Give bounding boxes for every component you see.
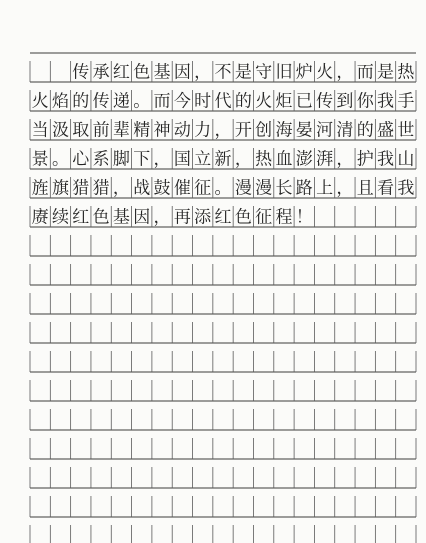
- handwritten-char: 动: [173, 120, 191, 141]
- handwritten-char: 旌: [31, 178, 49, 199]
- handwritten-char: 前: [92, 120, 110, 141]
- handwritten-char: 传: [92, 91, 110, 112]
- handwritten-char: 添: [194, 207, 212, 228]
- handwritten-char: 山: [397, 149, 415, 170]
- handwritten-char: 时: [194, 91, 212, 112]
- handwritten-char: ，: [153, 207, 171, 228]
- handwritten-char: ，: [214, 120, 232, 141]
- handwritten-char: 澎: [295, 149, 313, 170]
- handwritten-char: 热: [397, 62, 415, 83]
- handwritten-char: 世: [397, 120, 415, 141]
- handwritten-char: ，: [112, 178, 130, 199]
- handwritten-char: 催: [173, 178, 191, 199]
- handwritten-char: 上: [316, 178, 334, 199]
- handwritten-char: 精: [133, 120, 151, 141]
- handwritten-char: ，: [234, 149, 252, 170]
- handwritten-char: 。: [133, 91, 151, 112]
- handwritten-char: 湃: [316, 149, 334, 170]
- handwritten-char: 基: [112, 207, 130, 228]
- handwritten-char: 到: [336, 91, 354, 112]
- handwritten-char: ，: [336, 149, 354, 170]
- handwritten-char: 国: [173, 149, 191, 170]
- handwritten-char: 焰: [51, 91, 69, 112]
- handwritten-char: 鼓: [153, 178, 171, 199]
- handwritten-char: 赓: [31, 207, 49, 228]
- handwritten-char: 下: [133, 149, 151, 170]
- handwritten-char: 汲: [51, 120, 69, 141]
- handwritten-char: 长: [275, 178, 293, 199]
- handwritten-char: ，: [194, 62, 212, 83]
- handwritten-char: 续: [51, 207, 69, 228]
- handwritten-char: 取: [72, 120, 90, 141]
- handwritten-char: 。: [214, 178, 232, 199]
- handwritten-char: 基: [153, 62, 171, 83]
- handwritten-char: 漫: [234, 178, 252, 199]
- handwritten-char: 火: [316, 62, 334, 83]
- handwritten-char: 路: [295, 178, 313, 199]
- handwritten-char: 守: [255, 62, 273, 83]
- handwritten-char: 已: [295, 91, 313, 112]
- handwritten-char: 景: [31, 149, 49, 170]
- handwritten-char: 传: [316, 91, 334, 112]
- handwritten-char: 我: [377, 149, 395, 170]
- handwritten-char: 神: [153, 120, 171, 141]
- handwritten-char: 色: [133, 62, 151, 83]
- handwritten-char: 血: [275, 149, 293, 170]
- handwritten-char: 当: [31, 120, 49, 141]
- handwritten-char: 清: [336, 120, 354, 141]
- handwritten-char: 系: [92, 149, 110, 170]
- handwritten-char: 征: [194, 178, 212, 199]
- handwritten-char: ，: [336, 62, 354, 83]
- handwritten-char: 漫: [255, 178, 273, 199]
- handwritten-char: 不: [214, 62, 232, 83]
- handwritten-char: 代: [214, 91, 232, 112]
- handwritten-char: 承: [92, 62, 110, 83]
- handwritten-char: 晏: [295, 120, 313, 141]
- handwritten-char: 辈: [112, 120, 130, 141]
- handwritten-char: 猎: [92, 178, 110, 199]
- handwritten-char: 新: [214, 149, 232, 170]
- handwritten-char: 程: [275, 207, 293, 228]
- handwritten-char: 色: [234, 207, 252, 228]
- handwritten-char: 力: [194, 120, 212, 141]
- handwritten-char: 因: [133, 207, 151, 228]
- handwritten-char: 。: [51, 149, 69, 170]
- handwritten-char: 色: [92, 207, 110, 228]
- handwritten-char: 再: [173, 207, 191, 228]
- handwritten-char: 是: [234, 62, 252, 83]
- handwritten-char: 炉: [295, 62, 313, 83]
- handwritten-char: 河: [316, 120, 334, 141]
- handwritten-char: 且: [356, 178, 374, 199]
- handwritten-char: 征: [255, 207, 273, 228]
- handwritten-char: 今: [173, 91, 191, 112]
- handwritten-char: 递: [112, 91, 130, 112]
- handwritten-char: 你: [356, 91, 374, 112]
- handwritten-char: 我: [377, 91, 395, 112]
- handwritten-char: 盛: [377, 120, 395, 141]
- handwritten-char: 旗: [51, 178, 69, 199]
- handwritten-char: ，: [153, 149, 171, 170]
- handwritten-char: 我: [397, 178, 415, 199]
- handwritten-char: 创: [255, 120, 273, 141]
- handwritten-char: 手: [397, 91, 415, 112]
- handwritten-char: 立: [194, 149, 212, 170]
- handwritten-char: 战: [133, 178, 151, 199]
- handwritten-char: 护: [356, 149, 374, 170]
- handwritten-char: 开: [234, 120, 252, 141]
- handwritten-char: 热: [255, 149, 273, 170]
- handwritten-char: 炬: [275, 91, 293, 112]
- handwritten-char: ，: [336, 178, 354, 199]
- handwritten-char: 火: [255, 91, 273, 112]
- handwritten-char: 而: [153, 91, 171, 112]
- handwritten-char: 心: [72, 149, 90, 170]
- handwritten-char: 的: [356, 120, 374, 141]
- handwritten-char: 而: [356, 62, 374, 83]
- handwritten-char: 脚: [112, 149, 130, 170]
- handwritten-char: 猎: [72, 178, 90, 199]
- handwritten-char: 旧: [275, 62, 293, 83]
- handwritten-char: 因: [173, 62, 191, 83]
- handwritten-char: 红: [72, 207, 90, 228]
- handwritten-char: 红: [214, 207, 232, 228]
- handwritten-char: 红: [112, 62, 130, 83]
- handwritten-char: ！: [295, 207, 313, 228]
- handwritten-char: 的: [72, 91, 90, 112]
- handwritten-char: 火: [31, 91, 49, 112]
- handwritten-char: 是: [377, 62, 395, 83]
- handwritten-char: 的: [234, 91, 252, 112]
- handwritten-char: 海: [275, 120, 293, 141]
- handwritten-char: 传: [72, 62, 90, 83]
- handwritten-char: 看: [377, 178, 395, 199]
